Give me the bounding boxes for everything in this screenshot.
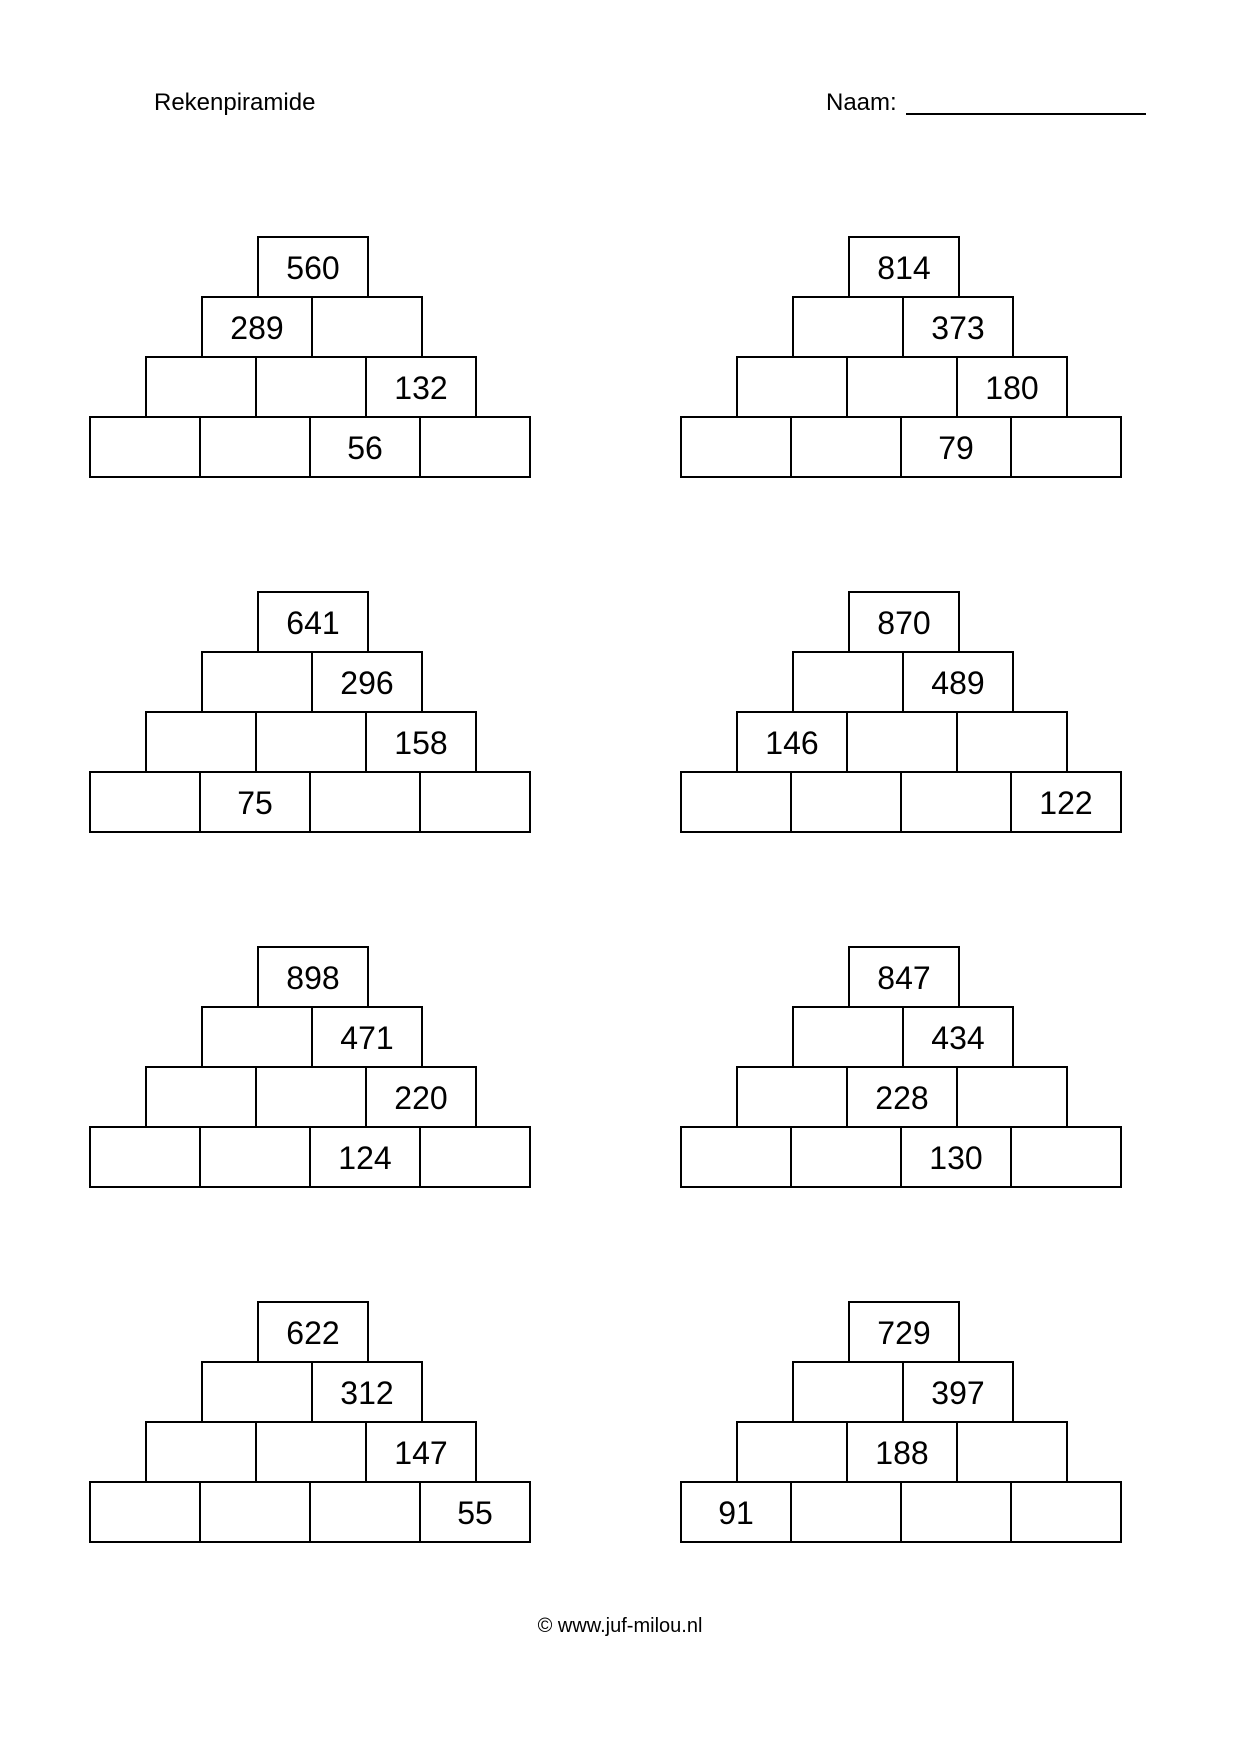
pyramid-row	[848, 946, 960, 1008]
pyramid-row	[89, 416, 531, 478]
pyramid-1	[89, 236, 539, 484]
empty-answer-cell[interactable]	[1010, 416, 1122, 478]
given-number-cell: 622	[257, 1301, 369, 1363]
given-number-cell: 434	[902, 1006, 1014, 1068]
pyramid-row	[792, 1006, 1014, 1068]
empty-answer-cell[interactable]	[255, 711, 367, 773]
pyramid-row	[145, 711, 477, 773]
given-number-cell: 312	[311, 1361, 423, 1423]
pyramid-row	[792, 296, 1014, 358]
given-number-cell: 641	[257, 591, 369, 653]
empty-answer-cell[interactable]	[900, 1481, 1012, 1543]
empty-answer-cell[interactable]	[419, 771, 531, 833]
empty-answer-cell[interactable]	[145, 1421, 257, 1483]
pyramid-row	[145, 1421, 477, 1483]
given-number-cell: 132	[365, 356, 477, 418]
pyramid-row	[680, 1126, 1122, 1188]
given-number-cell: 79	[900, 416, 1012, 478]
given-number-cell: 397	[902, 1361, 1014, 1423]
pyramid-row	[680, 771, 1122, 833]
pyramid-row	[680, 416, 1122, 478]
empty-answer-cell[interactable]	[89, 1481, 201, 1543]
pyramid-row	[848, 1301, 960, 1363]
empty-answer-cell[interactable]	[736, 1421, 848, 1483]
pyramid-row	[736, 711, 1068, 773]
empty-answer-cell[interactable]	[89, 771, 201, 833]
given-number-cell: 870	[848, 591, 960, 653]
empty-answer-cell[interactable]	[846, 711, 958, 773]
pyramid-2	[680, 236, 1130, 484]
given-number-cell: 228	[846, 1066, 958, 1128]
empty-answer-cell[interactable]	[255, 1066, 367, 1128]
pyramid-4	[680, 591, 1130, 839]
given-number-cell: 56	[309, 416, 421, 478]
given-number-cell: 147	[365, 1421, 477, 1483]
pyramid-row	[201, 296, 423, 358]
empty-answer-cell[interactable]	[956, 1421, 1068, 1483]
empty-answer-cell[interactable]	[89, 416, 201, 478]
empty-answer-cell[interactable]	[145, 356, 257, 418]
pyramid-row	[145, 1066, 477, 1128]
empty-answer-cell[interactable]	[419, 1126, 531, 1188]
pyramid-row	[89, 1126, 531, 1188]
given-number-cell: 220	[365, 1066, 477, 1128]
pyramid-row	[257, 236, 369, 298]
empty-answer-cell[interactable]	[199, 416, 311, 478]
empty-answer-cell[interactable]	[89, 1126, 201, 1188]
empty-answer-cell[interactable]	[790, 771, 902, 833]
empty-answer-cell[interactable]	[1010, 1481, 1122, 1543]
pyramid-row	[736, 1421, 1068, 1483]
empty-answer-cell[interactable]	[680, 771, 792, 833]
empty-answer-cell[interactable]	[680, 416, 792, 478]
name-label: Naam:	[826, 89, 897, 116]
empty-answer-cell[interactable]	[790, 1481, 902, 1543]
pyramid-row	[201, 651, 423, 713]
empty-answer-cell[interactable]	[201, 651, 313, 713]
pyramid-7	[89, 1301, 539, 1549]
given-number-cell: 146	[736, 711, 848, 773]
empty-answer-cell[interactable]	[792, 296, 904, 358]
given-number-cell: 847	[848, 946, 960, 1008]
empty-answer-cell[interactable]	[900, 771, 1012, 833]
pyramid-row	[736, 356, 1068, 418]
given-number-cell: 188	[846, 1421, 958, 1483]
given-number-cell: 180	[956, 356, 1068, 418]
given-number-cell: 91	[680, 1481, 792, 1543]
empty-answer-cell[interactable]	[199, 1481, 311, 1543]
empty-answer-cell[interactable]	[199, 1126, 311, 1188]
empty-answer-cell[interactable]	[201, 1006, 313, 1068]
empty-answer-cell[interactable]	[311, 296, 423, 358]
pyramid-row	[792, 1361, 1014, 1423]
empty-answer-cell[interactable]	[792, 1006, 904, 1068]
empty-answer-cell[interactable]	[145, 711, 257, 773]
name-write-line[interactable]	[906, 113, 1146, 115]
given-number-cell: 471	[311, 1006, 423, 1068]
empty-answer-cell[interactable]	[255, 1421, 367, 1483]
given-number-cell: 289	[201, 296, 313, 358]
empty-answer-cell[interactable]	[736, 1066, 848, 1128]
empty-answer-cell[interactable]	[956, 1066, 1068, 1128]
given-number-cell: 729	[848, 1301, 960, 1363]
pyramid-3	[89, 591, 539, 839]
pyramid-row	[257, 1301, 369, 1363]
empty-answer-cell[interactable]	[145, 1066, 257, 1128]
pyramid-row	[201, 1006, 423, 1068]
pyramid-row	[257, 591, 369, 653]
given-number-cell: 489	[902, 651, 1014, 713]
pyramid-row	[89, 1481, 531, 1543]
pyramid-row	[736, 1066, 1068, 1128]
empty-answer-cell[interactable]	[790, 416, 902, 478]
pyramid-row	[848, 236, 960, 298]
empty-answer-cell[interactable]	[792, 651, 904, 713]
empty-answer-cell[interactable]	[792, 1361, 904, 1423]
given-number-cell: 560	[257, 236, 369, 298]
pyramid-row	[792, 651, 1014, 713]
empty-answer-cell[interactable]	[790, 1126, 902, 1188]
given-number-cell: 55	[419, 1481, 531, 1543]
given-number-cell: 373	[902, 296, 1014, 358]
footer-copyright: © www.juf-milou.nl	[537, 1615, 703, 1637]
given-number-cell: 814	[848, 236, 960, 298]
given-number-cell: 75	[199, 771, 311, 833]
pyramid-row	[848, 591, 960, 653]
empty-answer-cell[interactable]	[956, 711, 1068, 773]
given-number-cell: 296	[311, 651, 423, 713]
empty-answer-cell[interactable]	[255, 356, 367, 418]
given-number-cell: 158	[365, 711, 477, 773]
pyramid-row	[680, 1481, 1122, 1543]
given-number-cell: 122	[1010, 771, 1122, 833]
pyramid-row	[145, 356, 477, 418]
empty-answer-cell[interactable]	[201, 1361, 313, 1423]
empty-answer-cell[interactable]	[680, 1126, 792, 1188]
empty-answer-cell[interactable]	[1010, 1126, 1122, 1188]
page-title: Rekenpiramide	[154, 89, 316, 116]
empty-answer-cell[interactable]	[736, 356, 848, 418]
given-number-cell: 124	[309, 1126, 421, 1188]
pyramid-row	[257, 946, 369, 1008]
empty-answer-cell[interactable]	[309, 1481, 421, 1543]
pyramid-row	[201, 1361, 423, 1423]
pyramid-8	[680, 1301, 1130, 1549]
empty-answer-cell[interactable]	[309, 771, 421, 833]
given-number-cell: 130	[900, 1126, 1012, 1188]
empty-answer-cell[interactable]	[846, 356, 958, 418]
given-number-cell: 898	[257, 946, 369, 1008]
empty-answer-cell[interactable]	[419, 416, 531, 478]
pyramid-6	[680, 946, 1130, 1194]
pyramid-5	[89, 946, 539, 1194]
pyramid-row	[89, 771, 531, 833]
